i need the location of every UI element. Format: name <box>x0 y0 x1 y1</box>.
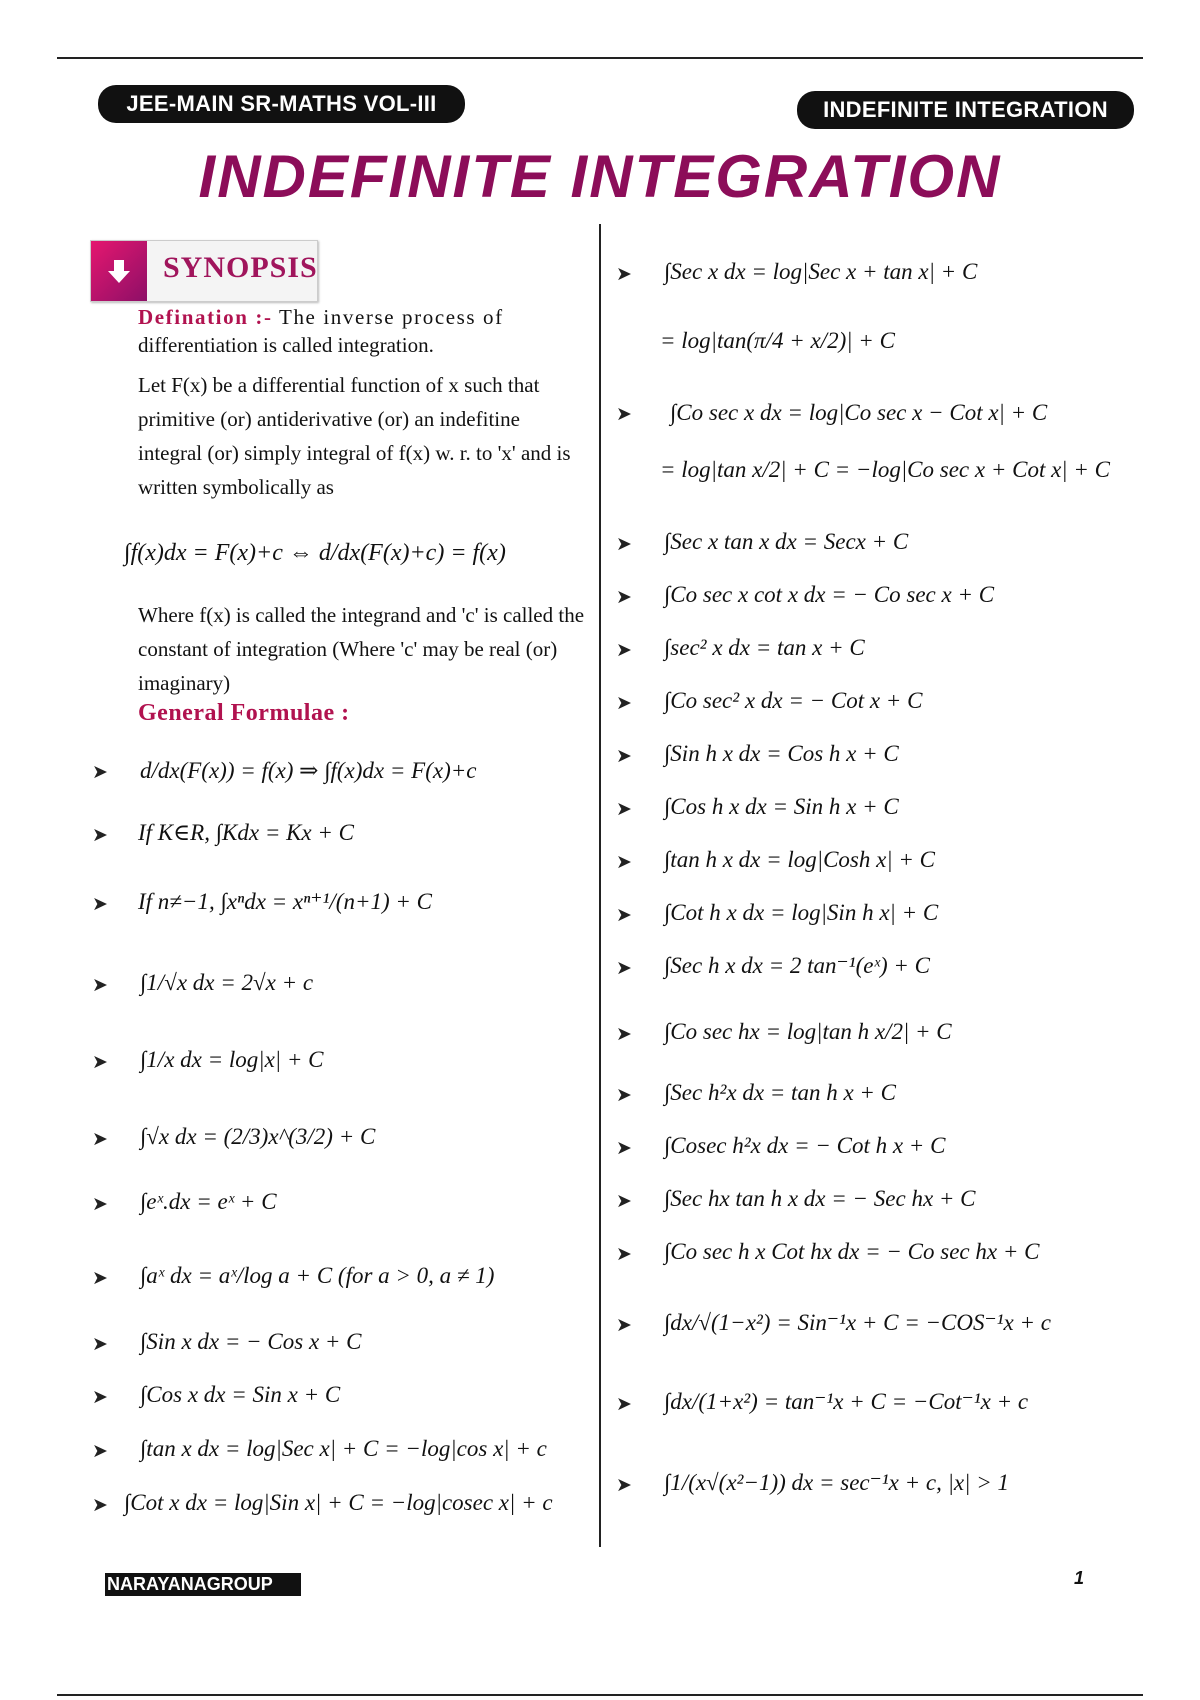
formula-right-18: ∫dx/(1+x²) = tan⁻¹x + C = −Cot⁻¹x + c <box>664 1389 1029 1414</box>
footer-brand: NARAYANAGROUP <box>105 1573 301 1596</box>
bullet-icon: ➤ <box>616 534 632 555</box>
bullet-icon: ➤ <box>616 1024 632 1045</box>
header-right-tag: INDEFINITE INTEGRATION <box>797 91 1134 129</box>
formula-left-4: ∫1/√x dx = 2√x + c <box>140 970 314 995</box>
formula-right-12: ∫Co sec hx = log|tan h x/2| + C <box>664 1019 952 1044</box>
formula-right-3: ∫Sec x tan x dx = Secx + C <box>664 529 909 554</box>
formula-right-9: ∫tan h x dx = log|Cosh x| + C <box>664 847 936 872</box>
bullet-icon: ➤ <box>616 1138 632 1159</box>
formula-left-3: If n≠−1, ∫xⁿdx = xⁿ⁺¹/(n+1) + C <box>138 889 433 914</box>
integrand-paragraph: Where f(x) is called the integrand and 'c' is called the constant of integration (Where 'c' may be real (or) imaginary) <box>138 603 585 695</box>
formula-right-2: ∫Co sec x dx = log|Co sec x − Cot x| + C <box>670 400 1048 425</box>
top-rule <box>57 57 1143 59</box>
bullet-icon: ➤ <box>616 640 632 661</box>
bullet-icon: ➤ <box>92 1129 108 1150</box>
formula-right-1: ∫Sec x dx = log|Sec x + tan x| + C <box>664 259 978 284</box>
formula-right-19: ∫1/(x√(x²−1)) dx = sec⁻¹x + c, |x| > 1 <box>664 1470 1009 1495</box>
intro-paragraph: Let F(x) be a differential function of x such that primitive (or) antiderivative (or) an indefitine integral (or) simply integral of f(x) w. r. to 'x' and is written symbolically as <box>138 373 571 499</box>
formula-right-6: ∫Co sec² x dx = − Cot x + C <box>664 688 923 713</box>
formula-left-8: ∫aˣ dx = aˣ/log a + C (for a > 0, a ≠ 1) <box>140 1263 495 1288</box>
formula-right-1b: = log|tan(π/4 + x/2)| + C <box>660 328 895 353</box>
bullet-icon: ➤ <box>92 762 108 783</box>
formula-left-2: If K∈R, ∫Kdx = Kx + C <box>138 820 354 845</box>
formula-right-16: ∫Co sec h x Cot hx dx = − Co sec hx + C <box>664 1239 1040 1264</box>
column-divider <box>599 224 601 1547</box>
bullet-icon: ➤ <box>616 264 632 285</box>
bullet-icon: ➤ <box>616 799 632 820</box>
bullet-icon: ➤ <box>616 746 632 767</box>
formula-left-11: ∫tan x dx = log|Sec x| + C = −log|cos x| + c <box>140 1436 547 1461</box>
bullet-icon: ➤ <box>616 693 632 714</box>
definition-text-2: differentiation is called integration. <box>138 333 434 357</box>
formula-left-9: ∫Sin x dx = − Cos x + C <box>140 1329 362 1354</box>
formula-left-1: d/dx(F(x)) = f(x) ⇒ ∫f(x)dx = F(x)+c <box>140 758 477 783</box>
bullet-icon: ➤ <box>92 975 108 996</box>
bullet-icon: ➤ <box>616 905 632 926</box>
formula-right-14: ∫Cosec h²x dx = − Cot h x + C <box>664 1133 946 1158</box>
bullet-icon: ➤ <box>92 1052 108 1073</box>
formula-right-17: ∫dx/√(1−x²) = Sin⁻¹x + C = −COS⁻¹x + c <box>664 1310 1051 1335</box>
definition-heading: Defination :- <box>138 305 273 329</box>
bullet-icon: ➤ <box>92 1194 108 1215</box>
header-left-tag: JEE-MAIN SR-MATHS VOL-III <box>98 85 465 123</box>
bullet-icon: ➤ <box>92 1268 108 1289</box>
bullet-icon: ➤ <box>616 1191 632 1212</box>
formula-left-7: ∫eˣ.dx = eˣ + C <box>140 1189 277 1214</box>
bullet-icon: ➤ <box>616 958 632 979</box>
main-formula: ∫f(x)dx = F(x)+c ⇔ d/dx(F(x)+c) = f(x) <box>124 540 506 566</box>
formula-left-12: ∫Cot x dx = log|Sin x| + C = −log|cosec x| + c <box>124 1490 553 1515</box>
definition-text-1: The inverse process of <box>279 305 504 329</box>
bullet-icon: ➤ <box>92 1334 108 1355</box>
page-number: 1 <box>1074 1568 1085 1588</box>
formula-right-2b: = log|tan x/2| + C = −log|Co sec x + Cot x| + C <box>660 457 1110 482</box>
synopsis-badge <box>90 240 318 302</box>
bullet-icon: ➤ <box>92 1441 108 1462</box>
bottom-rule <box>57 1694 1143 1696</box>
formula-right-8: ∫Cos h x dx = Sin h x + C <box>664 794 899 819</box>
bullet-icon: ➤ <box>616 1085 632 1106</box>
bullet-icon: ➤ <box>616 404 632 425</box>
bullet-icon: ➤ <box>92 894 108 915</box>
bullet-icon: ➤ <box>616 587 632 608</box>
formula-right-7: ∫Sin h x dx = Cos h x + C <box>664 741 899 766</box>
formula-right-4: ∫Co sec x cot x dx = − Co sec x + C <box>664 582 995 607</box>
bullet-icon: ➤ <box>616 1394 632 1415</box>
formula-left-10: ∫Cos x dx = Sin x + C <box>140 1382 341 1407</box>
formula-left-6: ∫√x dx = (2/3)x^(3/2) + C <box>140 1124 376 1149</box>
formula-right-11: ∫Sec h x dx = 2 tan⁻¹(eˣ) + C <box>664 953 930 978</box>
down-arrow-icon <box>91 241 147 301</box>
bullet-icon: ➤ <box>616 1244 632 1265</box>
synopsis-label: SYNOPSIS <box>163 251 318 284</box>
bullet-icon: ➤ <box>616 1475 632 1496</box>
bullet-icon: ➤ <box>616 1315 632 1336</box>
general-formulae-heading: General Formulae : <box>138 700 350 726</box>
bullet-icon: ➤ <box>616 852 632 873</box>
formula-right-5: ∫sec² x dx = tan x + C <box>664 635 865 660</box>
formula-right-13: ∫Sec h²x dx = tan h x + C <box>664 1080 897 1105</box>
bullet-icon: ➤ <box>92 1387 108 1408</box>
formula-right-15: ∫Sec hx tan h x dx = − Sec hx + C <box>664 1186 976 1211</box>
page-title: INDEFINITE INTEGRATION <box>198 143 1002 210</box>
formula-right-10: ∫Cot h x dx = log|Sin h x| + C <box>664 900 939 925</box>
bullet-icon: ➤ <box>92 825 108 846</box>
formula-left-5: ∫1/x dx = log|x| + C <box>140 1047 324 1072</box>
bullet-icon: ➤ <box>92 1495 108 1516</box>
